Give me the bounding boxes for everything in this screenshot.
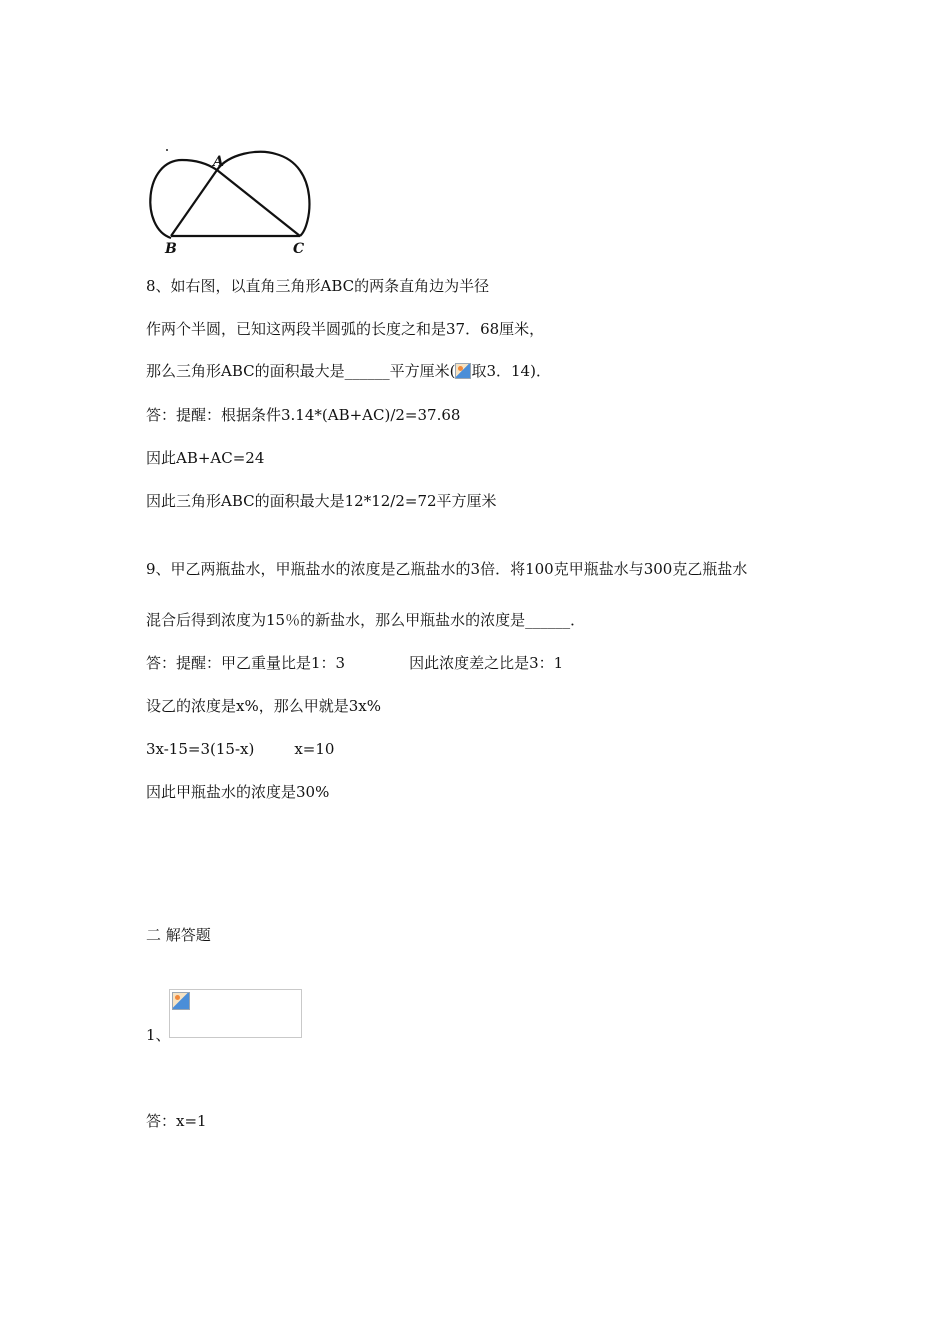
broken-image-icon bbox=[172, 992, 190, 1010]
q8-line1: 8、如右图，以直角三角形ABC的两条直角边为半径 bbox=[146, 277, 490, 295]
q9-answer1 bbox=[146, 653, 563, 673]
figure-dot bbox=[166, 149, 168, 151]
left-semicircle-arc bbox=[150, 160, 217, 238]
section2-item1-number: 1、 bbox=[146, 1026, 171, 1044]
pi-image-icon bbox=[455, 363, 471, 379]
q9-answer1-left: 答：提醒：甲乙重量比是1：3 bbox=[146, 654, 346, 672]
q8-line3-after: 取3．14)． bbox=[471, 362, 551, 380]
q9-line2: 混合后得到浓度为15％的新盐水，那么甲瓶盐水的浓度是______． bbox=[146, 611, 586, 629]
q8-answer2: 因此AB+AC=24 bbox=[146, 449, 265, 467]
label-b: B bbox=[165, 241, 177, 257]
q9-answer1-right: 因此浓度差之比是3：1 bbox=[409, 654, 564, 672]
q9-answer3 bbox=[146, 739, 334, 759]
figure-svg bbox=[140, 140, 320, 260]
side-ac bbox=[217, 170, 300, 236]
side-ab bbox=[171, 170, 217, 236]
q8-answer1: 答：提醒：根据条件3.14*(AB+AC)/2=37.68 bbox=[146, 406, 461, 424]
q8-line3 bbox=[146, 361, 551, 381]
label-c: C bbox=[293, 241, 305, 257]
q9-answer2: 设乙的浓度是x%，那么甲就是3x% bbox=[146, 697, 381, 715]
q8-answer3: 因此三角形ABC的面积最大是12*12/2=72平方厘米 bbox=[146, 492, 497, 510]
section2-title: 二 解答题 bbox=[146, 926, 211, 944]
q8-line2: 作两个半圆，已知这两段半圆弧的长度之和是37．68厘米， bbox=[146, 320, 545, 338]
q8-line3-before: 那么三角形ABC的面积最大是______平方厘米( bbox=[146, 362, 456, 380]
triangle-semicircles-figure bbox=[140, 140, 320, 260]
q9-answer3-left: 3x-15=3(15-x) bbox=[146, 740, 255, 758]
label-a: A bbox=[213, 154, 224, 170]
section2-item1-answer: 答：x=1 bbox=[146, 1112, 207, 1130]
equation-image-placeholder bbox=[169, 989, 302, 1038]
q9-line1: 9、甲乙两瓶盐水，甲瓶盐水的浓度是乙瓶盐水的3倍．将100克甲瓶盐水与300克乙瓶盐水 bbox=[146, 560, 748, 578]
q9-answer4: 因此甲瓶盐水的浓度是30% bbox=[146, 783, 330, 801]
right-semicircle-arc bbox=[217, 152, 309, 236]
q9-answer3-right: x=10 bbox=[294, 740, 335, 758]
